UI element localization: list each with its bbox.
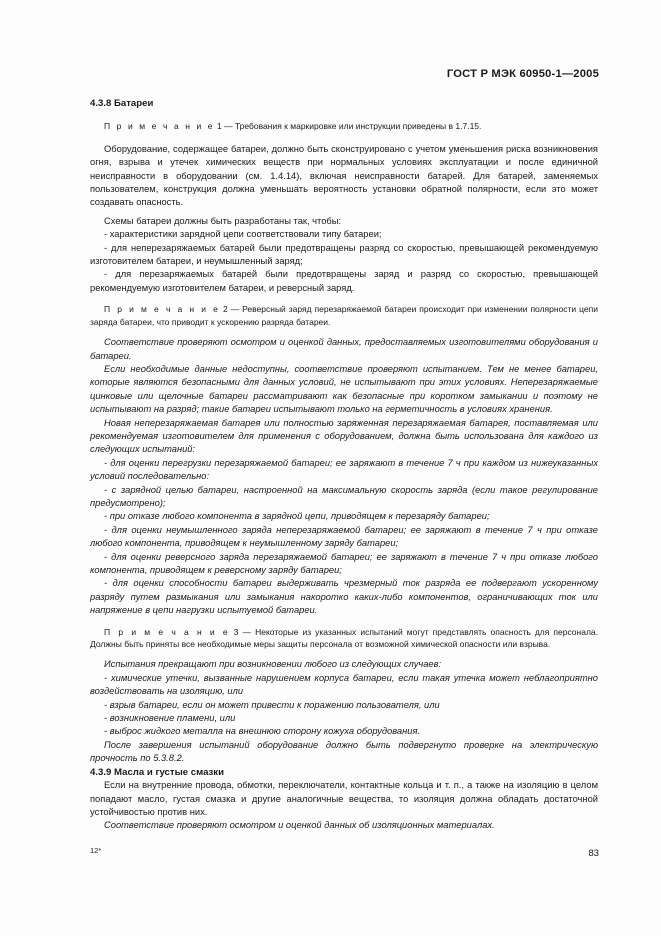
note-text: 3 — Некоторые из указанных испытаний могут представлять опасность для персонала. Должны быть приняты все необходимые меры защиты персонала от возможной химической опасности или взрыва. xyxy=(90,626,599,650)
page-content xyxy=(90,97,598,833)
test-item: - для оценки реверсного заряда перезаряжаемой батареи; ее заряжают в течение 7 ч при отказе любого компонента, приводящем к реверсному заряду батареи; xyxy=(90,551,598,575)
compliance-paragraph: Испытания прекращают при возникновении любого из следующих случаев: xyxy=(104,659,442,670)
note-3 xyxy=(90,626,598,651)
standard-designation: ГОСТ Р МЭК 60950-1—2005 xyxy=(446,68,599,80)
note-label: П р и м е ч а н и е xyxy=(104,626,230,637)
list-item: - характеристики зарядной цепи соответствовали типу батареи; xyxy=(104,229,382,240)
note-label: П р и м е ч а н и е xyxy=(104,304,220,315)
test-item: - при отказе любого компонента в зарядной цепи, приводящем к перезаряду батареи; xyxy=(104,511,490,522)
note-label: П р и м е ч а н и е xyxy=(104,121,215,132)
page-number: 83 xyxy=(588,848,599,859)
test-item: - для оценки неумышленного заряда неперезаряжаемой батареи; ее заряжают в течение 7 ч при отказе любого компонента, приводящем к неумышленному заряду батареи; xyxy=(90,524,598,549)
stop-condition: - возникновение пламени, или xyxy=(104,713,236,724)
stop-condition: - взрыв батареи, если он может привести к поражению пользователя, или xyxy=(104,699,440,710)
list-item: - для перезаряжаемых батарей были предотвращены заряд и разряд со скоростью, превышающей рекомендуемую изготовителем батареи, и реверсный заряд. xyxy=(90,269,598,293)
compliance-paragraph: Новая неперезаряжаемая батарея или полностью заряженная перезаряжаемая батарея, поставляемая или рекомендуемая изготовителем для применения с оборудованием, должна быть использована для каждого из следующих испытаний: xyxy=(90,417,598,455)
paragraph: Если на внутренние провода, обмотки, переключатели, контактные кольца и т. п., а также на изоляцию в целом попадают масло, густая смазка и другие аналогичные вещества, то изоляция должна обладать достаточной устойчивостью против них. xyxy=(90,780,598,817)
test-item: - для оценки перегрузки перезаряжаемой батареи; ее заряжают в течение 7 ч при каждом из нижеуказанных условий последовательно: xyxy=(90,457,598,482)
compliance-paragraph: После завершения испытаний оборудование должно быть подвергнуто проверке на электрическую прочность по 5.3.8.2. xyxy=(90,739,598,764)
section-heading-4-3-9: 4.3.9 Масла и густые смазки xyxy=(90,766,224,778)
compliance-paragraph: Если необходимые данные недоступны, соответствие проверяют испытанием. Тем не менее батареи, которые являются безопасными для данных условий, не испытывают при этих условиях. Неперезаряжаемые цинковые или щелочные батареи рассматривают как безопасные при коротком замыкании и поэтому не испытывают на разряд; такие батареи испытывают только на герметичность в условиях хранения. xyxy=(90,363,598,415)
paragraph: Схемы батареи должны быть разработаны так, чтобы: xyxy=(104,215,342,226)
note-2 xyxy=(90,303,598,328)
compliance-paragraph: Соответствие проверяют осмотром и оценкой данных, предоставляемых изготовителями оборудования и батареи. xyxy=(90,337,598,361)
note-text: 1 — Требования к маркировке или инструкции приведены в 1.7.15. xyxy=(214,121,482,132)
stop-condition: - химические утечки, вызванные нарушением корпуса батареи, если такая утечка может неблагоприятно воздействовать на изоляцию, или xyxy=(90,672,598,697)
sheet-mark: 12* xyxy=(90,846,102,855)
compliance-paragraph: Соответствие проверяют осмотром и оценкой данных об изоляционных материалах. xyxy=(104,820,495,831)
stop-condition: - выброс жидкого металла на внешнюю сторону кожуха оборудования. xyxy=(104,726,421,737)
note-text: 2 — Реверсный заряд перезаряжаемой батареи происходит при изменении полярности цепи заряда батареи, что приводит к ускорению разряда батареи. xyxy=(90,304,598,327)
list-item: - для неперезаряжаемых батарей были предотвращены разряд со скоростью, превышающей рекомендуемую изготовителем батареи, и неумышленный заряд; xyxy=(90,242,598,267)
test-item: - с зарядной целью батареи, настроенной на максимальную скорость заряда (если такое регулирование предусмотрено); xyxy=(90,484,598,508)
paragraph: Оборудование, содержащее батареи, должно быть сконструировано с учетом уменьшения риска возникновения огня, взрыва и утечек химических веществ при нормальных условиях эксплуатации и после единичной неисправности в оборудовании (см. 1.4.14), включая неисправности батарей. Для батарей, заменяемых пользователем, конструкция должна уменьшать вероятность установки обратной полярности, если это может создавать опасность. xyxy=(90,143,598,208)
test-item: - для оценки способности батареи выдерживать чрезмерный ток разряда ее подвергают ускоренному разряду путем размыкания или замыкания накоротко каких-либо компонентов, ограничивающих ток или напряжение в цепи нагрузки испытуемой батареи. xyxy=(90,578,598,616)
section-heading-4-3-8: 4.3.8 Батареи xyxy=(90,98,154,109)
note-1 xyxy=(90,120,598,132)
